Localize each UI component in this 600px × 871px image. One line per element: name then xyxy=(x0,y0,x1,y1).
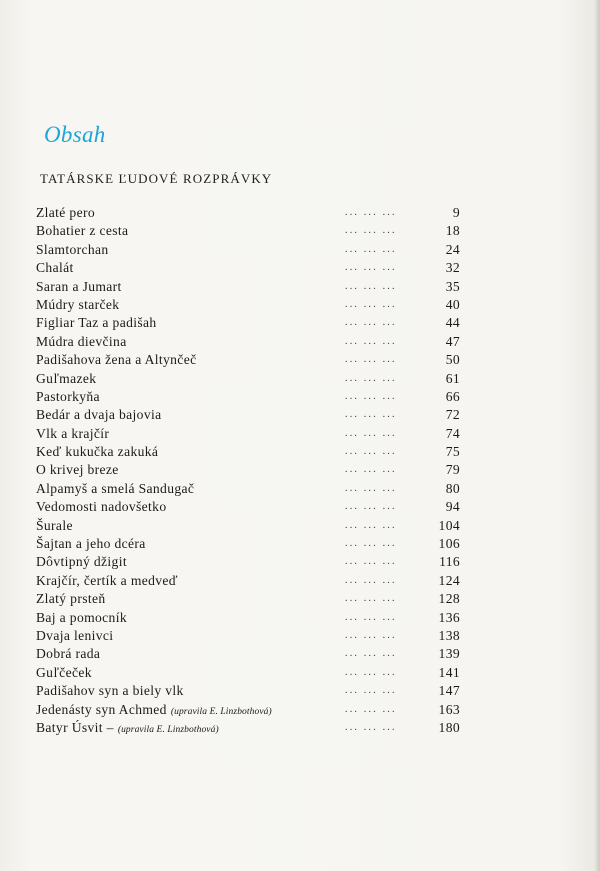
toc-page-number: 18 xyxy=(445,223,460,239)
toc-entry-note: (upravila E. Linzbothová) xyxy=(117,724,219,735)
toc-entry xyxy=(36,204,460,222)
toc-page-number: 50 xyxy=(445,352,460,368)
toc-entry-title xyxy=(36,572,178,590)
toc-dot-leader: ... ... ... xyxy=(345,685,397,697)
toc-entry xyxy=(36,627,460,645)
toc-dot-leader: ... ... ... xyxy=(345,262,397,274)
toc-entry-title xyxy=(36,222,128,240)
toc-page-number: 163 xyxy=(438,701,460,717)
toc-page-number: 180 xyxy=(438,719,460,735)
toc-dot-leader: ... ... ... xyxy=(345,519,397,531)
toc-entry-title xyxy=(36,517,73,535)
table-of-contents xyxy=(36,204,460,737)
toc-entry-title-text: Šurale xyxy=(36,517,73,533)
toc-entry xyxy=(36,461,460,479)
toc-entry xyxy=(36,645,460,663)
toc-dot-leader: ... ... ... xyxy=(345,207,397,218)
toc-entry-title-text: Jedenásty syn Achmed xyxy=(36,701,167,717)
toc-entry-title-text: Múdra dievčina xyxy=(36,333,127,349)
toc-entry-title-text: Guľčeček xyxy=(36,664,92,680)
toc-entry-title xyxy=(36,204,95,222)
toc-entry-title xyxy=(36,406,162,424)
toc-dot-leader: ... ... ... xyxy=(345,703,397,715)
toc-entry-title-text: Chalát xyxy=(36,260,74,276)
toc-dot-leader: ... ... ... xyxy=(345,464,397,476)
toc-entry xyxy=(36,222,460,240)
toc-dot-leader: ... ... ... xyxy=(345,593,397,605)
toc-entry-title xyxy=(36,241,109,259)
toc-entry-title-text: Dôvtipný džigit xyxy=(36,554,127,570)
toc-entry-title xyxy=(36,664,92,682)
toc-entry xyxy=(36,498,460,516)
toc-page-number: 44 xyxy=(445,315,460,331)
toc-page-number: 139 xyxy=(438,646,460,662)
toc-dot-leader: ... ... ... xyxy=(345,409,397,421)
toc-entry xyxy=(36,701,460,719)
toc-dot-leader: ... ... ... xyxy=(345,446,397,458)
toc-entry-title xyxy=(36,553,127,571)
toc-entry-title xyxy=(36,719,219,739)
toc-page-number: 24 xyxy=(445,241,460,257)
toc-dot-leader: ... ... ... xyxy=(345,317,397,329)
toc-entry xyxy=(36,443,460,461)
toc-entry xyxy=(36,296,460,314)
toc-entry xyxy=(36,425,460,443)
toc-entry-title-text: Pastorkyňa xyxy=(36,388,100,404)
toc-dot-leader: ... ... ... xyxy=(345,611,397,623)
toc-page-number: 138 xyxy=(438,627,460,643)
toc-entry-title xyxy=(36,682,184,700)
toc-dot-leader: ... ... ... xyxy=(345,538,397,550)
toc-page-number: 72 xyxy=(445,407,460,423)
toc-entry-title-text: Batyr Úsvit – xyxy=(36,719,114,735)
toc-page-number: 9 xyxy=(452,205,460,220)
page-title: Obsah xyxy=(44,122,106,147)
toc-entry-title-text: Bohatier z cesta xyxy=(36,223,129,239)
toc-entry xyxy=(36,719,460,737)
toc-dot-leader: ... ... ... xyxy=(345,629,397,641)
toc-entry-title xyxy=(36,370,96,388)
toc-page-number: 116 xyxy=(439,554,460,570)
toc-entry xyxy=(36,553,460,571)
toc-entry-title xyxy=(36,443,158,461)
toc-entry xyxy=(36,278,460,296)
toc-entry-title xyxy=(36,314,157,332)
toc-entry-title-text: Guľmazek xyxy=(36,370,97,386)
toc-entry-title xyxy=(36,498,166,516)
toc-entry-title xyxy=(36,627,113,645)
toc-page-number: 136 xyxy=(438,609,460,625)
toc-page-number: 128 xyxy=(438,591,460,607)
toc-entry xyxy=(36,664,460,682)
toc-entry xyxy=(36,682,460,700)
toc-dot-leader: ... ... ... xyxy=(345,298,397,310)
toc-entry-title-text: Slamtorchan xyxy=(36,241,109,257)
toc-entry-title xyxy=(36,480,194,498)
toc-entry xyxy=(36,572,460,590)
toc-entry-title xyxy=(36,535,146,553)
toc-entry-title-text: Zlaté pero xyxy=(36,205,95,220)
toc-entry-title xyxy=(36,590,106,608)
toc-dot-leader: ... ... ... xyxy=(345,335,397,347)
toc-entry-title-text: Vlk a krajčír xyxy=(36,425,110,441)
toc-entry xyxy=(36,259,460,277)
toc-page-number: 79 xyxy=(445,462,460,478)
toc-entry-title-text: Saran a Jumart xyxy=(36,278,122,294)
toc-entry-title-text: O krivej breze xyxy=(36,462,119,478)
toc-entry xyxy=(36,406,460,424)
toc-entry xyxy=(36,535,460,553)
toc-page-number: 141 xyxy=(438,664,460,680)
toc-entry xyxy=(36,590,460,608)
toc-dot-leader: ... ... ... xyxy=(345,574,397,586)
toc-entry-title xyxy=(36,296,119,314)
toc-page-number: 80 xyxy=(445,480,460,496)
toc-dot-leader: ... ... ... xyxy=(345,280,397,292)
toc-dot-leader: ... ... ... xyxy=(345,427,397,439)
toc-dot-leader: ... ... ... xyxy=(345,354,397,366)
toc-entry-title-text: Dobrá rada xyxy=(36,646,101,662)
toc-entry-title xyxy=(36,259,74,277)
toc-entry-title-text: Alpamyš a smelá Sandugač xyxy=(36,480,195,496)
toc-entry-title xyxy=(36,351,196,369)
toc-entry-title xyxy=(36,333,127,351)
toc-page-number: 35 xyxy=(445,278,460,294)
toc-entry-title-text: Bedár a dvaja bajovia xyxy=(36,407,162,423)
toc-entry xyxy=(36,517,460,535)
toc-entry-title xyxy=(36,388,100,406)
toc-entry xyxy=(36,241,460,259)
toc-entry-title xyxy=(36,425,109,443)
toc-page-number: 47 xyxy=(445,333,460,349)
toc-entry xyxy=(36,351,460,369)
toc-page-number: 32 xyxy=(445,260,460,276)
toc-entry xyxy=(36,480,460,498)
toc-page-number: 124 xyxy=(438,572,460,588)
toc-entry-title-text: Múdry starček xyxy=(36,296,120,312)
toc-entry-title-text: Krajčír, čertík a medveď xyxy=(36,572,178,588)
toc-page-number: 40 xyxy=(445,296,460,312)
toc-page-number: 66 xyxy=(445,388,460,404)
toc-entry-title-text: Keď kukučka zakuká xyxy=(36,444,159,460)
toc-page-number: 75 xyxy=(445,444,460,460)
toc-page-number: 74 xyxy=(445,425,460,441)
toc-dot-leader: ... ... ... xyxy=(345,482,397,494)
toc-entry-title-text: Baj a pomocník xyxy=(36,609,127,625)
toc-dot-leader: ... ... ... xyxy=(345,556,397,568)
toc-dot-leader: ... ... ... xyxy=(345,648,397,660)
toc-dot-leader: ... ... ... xyxy=(345,501,397,513)
toc-entry-title-text: Padišahov syn a biely vlk xyxy=(36,683,184,699)
toc-entry-note: (upravila E. Linzbothová) xyxy=(170,706,272,717)
toc-dot-leader: ... ... ... xyxy=(345,390,397,402)
toc-entry-title-text: Vedomosti nadovšetko xyxy=(36,499,167,515)
toc-entry-title xyxy=(36,278,122,296)
toc-entry-title xyxy=(36,645,100,663)
toc-entry-title-text: Dvaja lenivci xyxy=(36,627,114,643)
toc-entry xyxy=(36,333,460,351)
toc-dot-leader: ... ... ... xyxy=(345,372,397,384)
toc-entry xyxy=(36,314,460,332)
toc-page-number: 104 xyxy=(438,517,460,533)
toc-dot-leader: ... ... ... xyxy=(345,721,397,733)
toc-dot-leader: ... ... ... xyxy=(345,243,397,255)
toc-entry xyxy=(36,388,460,406)
toc-dot-leader: ... ... ... xyxy=(345,666,397,678)
toc-page-number: 147 xyxy=(438,683,460,699)
toc-entry-title xyxy=(36,461,119,479)
toc-entry-title-text: Šajtan a jeho dcéra xyxy=(36,536,146,552)
toc-entry-title-text: Zlatý prsteň xyxy=(36,591,106,607)
toc-page-number: 94 xyxy=(445,499,460,515)
toc-entry xyxy=(36,370,460,388)
toc-page-number: 106 xyxy=(438,536,460,552)
toc-page-number: 61 xyxy=(445,370,460,386)
toc-entry-title-text: Padišahova žena a Altynčeč xyxy=(36,352,197,368)
section-heading: TATÁRSKE ĽUDOVÉ ROZPRÁVKY xyxy=(40,171,273,186)
toc-entry-title xyxy=(36,701,272,721)
toc-entry-title-text: Figliar Taz a padišah xyxy=(36,315,157,331)
page-edge-shadow xyxy=(594,0,600,871)
toc-dot-leader: ... ... ... xyxy=(345,225,397,237)
toc-entry xyxy=(36,609,460,627)
toc-entry-title xyxy=(36,609,127,627)
